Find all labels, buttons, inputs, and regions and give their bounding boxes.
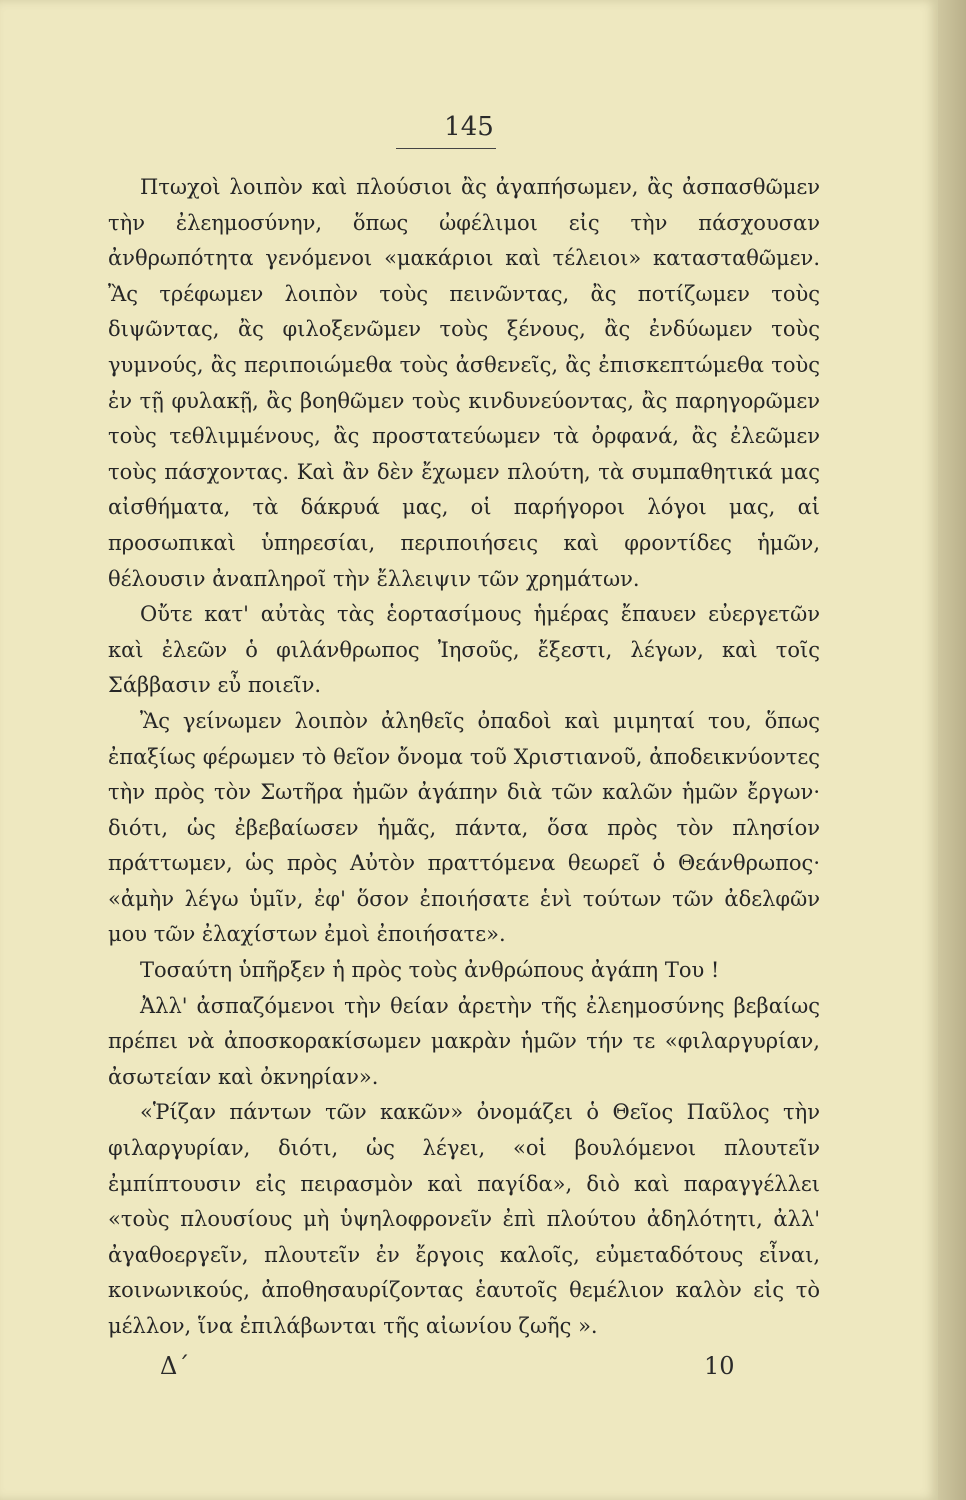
paragraph: Πτωχοὶ λοιπὸν καὶ πλούσιοι ἂς ἀγαπήσωμεν, ἂς ἀσπασθῶμεν τὴν ἐλεημοσύνην, ὅπως ὠφέλιμοι εἰς τὴν πάσχουσαν ἀνθρωπότητα γενόμενοι «μακάριοι καὶ τέλειοι» κατασταθῶμεν. Ἂς τρέφωμεν λοιπὸν τοὺς πεινῶντας, ἂς ποτίζωμεν τοὺς διψῶντας, ἂς φιλοξενῶμεν τοὺς ξένους, ἂς ἐνδύωμεν τοὺς γυμνούς, ἂς περιποιώμεθα τοὺς ἀσθενεῖς, ἂς ἐπισκεπτώμεθα τοὺς ἐν τῇ φυλακῇ, ἂς βοηθῶμεν τοὺς κινδυνεύοντας, ἂς παρηγορῶμεν τοὺς τεθλιμμένους, ἂς προστατεύωμεν τὰ ὀρφανά, ἂς ἐλεῶμεν τοὺς πάσχοντας. Καὶ ἂν δὲν ἔχωμεν πλούτη, τὰ συμπαθητικά μας αἰσθήματα, τὰ δάκρυά μας, οἱ παρήγοροι λόγοι μας, αἱ προσωπικαὶ ὑπηρεσίαι, περιποιήσεις καὶ φροντίδες ἡμῶν, θέλουσιν ἀναπληροῖ τὴν ἔλλειψιν τῶν χρημάτων.	[108, 175, 820, 591]
page-edge	[938, 0, 966, 1500]
paragraph: Ἀλλ' ἀσπαζόμενοι τὴν θείαν ἀρετὴν τῆς ἐλεημοσύνης βεβαίως πρέπει νὰ ἀποσκορακίσωμεν μακρὰν ἡμῶν τήν τε «φιλαργυρίαν, ἀσωτείαν καὶ ὀκνηρίαν».	[108, 993, 820, 1089]
signature-number: 10	[704, 1352, 735, 1380]
paragraph: Ἂς γείνωμεν λοιπὸν ἀληθεῖς ὀπαδοὶ καὶ μιμηταί του, ὅπως ἐπαξίως φέρωμεν τὸ θεῖον ὄνομα τοῦ Χριστιανοῦ, ἀποδεικνύοντες τὴν πρὸς τὸν Σωτῆρα ἡμῶν ἀγάπην διὰ τῶν καλῶν ἡμῶν ἔργων· διότι, ὡς ἐβεβαίωσεν ἡμᾶς, πάντα, ὅσα πρὸς τὸν πλησίον πράττωμεν, ὡς πρὸς Αὐτὸν πραττόμενα θεωρεῖ ὁ Θεάνθρωπος· «ἀμὴν λέγω ὑμῖν, ἐφ' ὅσον ἐποιήσατε ἑνὶ τούτων τῶν ἀδελφῶν μου τῶν ἐλαχίστων ἐμοὶ ἐποιήσατε».	[108, 708, 820, 947]
paragraph: «Ῥίζαν πάντων τῶν κακῶν» ὀνομάζει ὁ Θεῖος Παῦλος τὴν φιλαργυρίαν, διότι, ὡς λέγει, «οἱ βουλόμενοι πλουτεῖν ἐμπίπτουσιν εἰς πειρασμὸν καὶ παγίδα», διὸ καὶ παραγγέλλει «τοὺς πλουσίους μὴ ὑψηλοφρονεῖν ἐπὶ πλούτου ἀδηλότητι, ἀλλ' ἀγαθοεργεῖν, πλουτεῖν ἐν ἔργοις καλοῖς, εὐμεταδότους εἶναι, κοινωνικούς, ἀποθησαυρίζοντας ἑαυτοῖς θεμέλιον καλὸν εἰς τὸ μέλλον, ἵνα ἐπιλάβωνται τῆς αἰωνίου ζωῆς ».	[108, 1100, 820, 1338]
paragraph: Οὔτε κατ' αὐτὰς τὰς ἑορτασίμους ἡμέρας ἔπαυεν εὐεργετῶν καὶ ἐλεῶν ὁ φιλάνθρωπος Ἰησοῦς, ἔξεστι, λέγων, καὶ τοῖς Σάββασιν εὖ ποιεῖν.	[108, 602, 820, 698]
page-number-rule	[396, 148, 496, 149]
body-text	[108, 170, 820, 1345]
paragraph: Τοσαύτη ὑπῆρξεν ἡ πρὸς τοὺς ἀνθρώπους ἀγάπη Του !	[140, 958, 720, 983]
signature-mark: Δ΄	[160, 1352, 190, 1380]
page-number: 145	[444, 112, 494, 142]
